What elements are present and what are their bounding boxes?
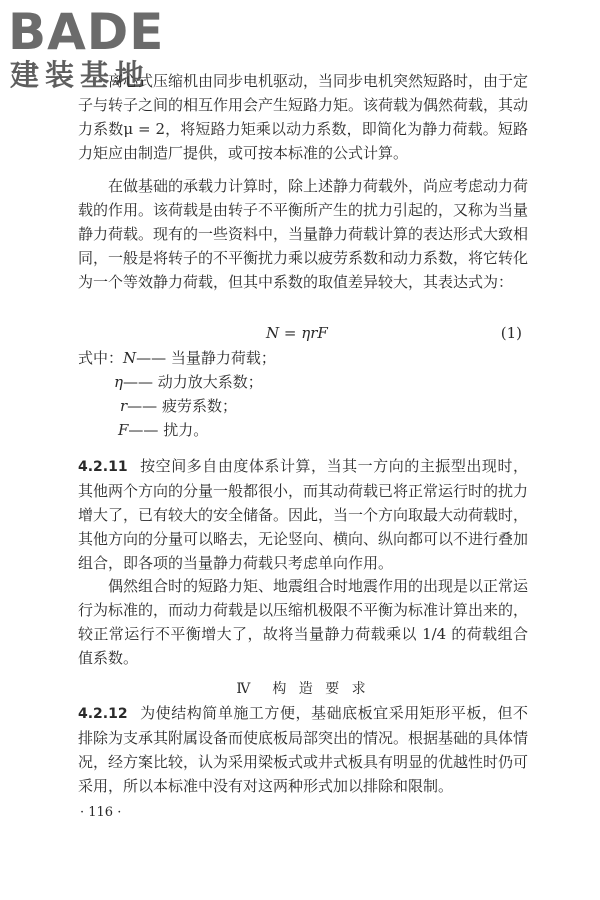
definition-symbol: r xyxy=(120,397,128,415)
logo-main-text: BADE xyxy=(8,3,165,61)
clause-4-2-11 xyxy=(78,454,528,575)
definition-symbol: F xyxy=(118,421,129,439)
paragraph-short-circuit-torque: 离心式压缩机由同步电机驱动，当同步电机突然短路时，由于定子与转子之间的相互作用会产生短路力矩。该荷载为偶然荷载，其动力系数μ = 2，将短路力矩乘以动力系数，即简化为静力荷载。短路力矩应由制造厂提供，或可按本标准的公式计算。 xyxy=(78,72,529,162)
paragraph-load-combination: 偶然组合时的短路力矩、地震组合时地震作用的出现是以正常运行为标准的，而动力荷载是以压缩机极限不平衡为标准计算出来的，较正常运行不平衡增大了，故将当量静力荷载乘以 1/4 的荷载组合值系数。 xyxy=(78,577,529,667)
definition-line xyxy=(78,370,528,394)
formula-expression: N = ηrF xyxy=(266,324,328,342)
symbol-definitions xyxy=(78,346,528,442)
definition-text: —— 动力放大系数； xyxy=(123,373,263,391)
page-number: · 116 · xyxy=(80,805,122,820)
definition-text: —— 疲劳系数； xyxy=(127,397,237,415)
definition-text: —— 扰力。 xyxy=(128,421,209,439)
clause-4-2-12 xyxy=(78,701,528,798)
definition-line xyxy=(78,346,528,370)
definitions-intro: 式中： xyxy=(78,349,124,367)
definition-symbol: N xyxy=(123,349,137,367)
logo-sub-text: 建装基地 xyxy=(10,58,151,92)
section-heading: Ⅳ 构 造 要 求 xyxy=(236,681,370,697)
definition-symbol: η xyxy=(114,373,123,391)
definition-text: —— 当量静力荷载； xyxy=(136,349,276,367)
formula-number: (1) xyxy=(500,324,522,342)
clause-text: 为使结构简单施工方便，基础底板宜采用矩形平板，但不排除为支承其附属设备而使底板局部突出的情况。根据基础的具体情况，经方案比较，认为采用梁板式或井式板具有明显的优越性时仍可采用，所以本标准中没有对这两种形式加以排除和限制。 xyxy=(78,704,529,795)
definition-line xyxy=(78,418,528,442)
clause-number: 4.2.12 xyxy=(78,706,128,722)
clause-text: 按空间多自由度体系计算，当其一方向的主振型出现时，其他两个方向的分量一般都很小，而其动荷载已将正常运行时的扰力增大了，已有较大的安全储备。因此，当一个方向取最大动荷载时，其他方向的分量可以略去，无论竖向、横向、纵向都可以不进行叠加组合，即各项的当量静力荷载只考虑单向作用。 xyxy=(78,457,529,572)
paragraph-dynamic-load: 在做基础的承载力计算时，除上述静力荷载外，尚应考虑动力荷载的作用。该荷载是由转子不平衡所产生的扰力引起的，又称为当量静力荷载。现有的一些资料中，当量静力荷载计算的表达形式大致相同，一般是将转子的不平衡扰力乘以疲劳系数和动力系数，将它转化为一个等效静力荷载，但其中系数的取值差异较大，其表达式为： xyxy=(78,177,529,291)
formula-equivalent-static-load xyxy=(78,321,528,345)
definition-line xyxy=(78,394,528,418)
clause-number: 4.2.11 xyxy=(78,459,128,475)
